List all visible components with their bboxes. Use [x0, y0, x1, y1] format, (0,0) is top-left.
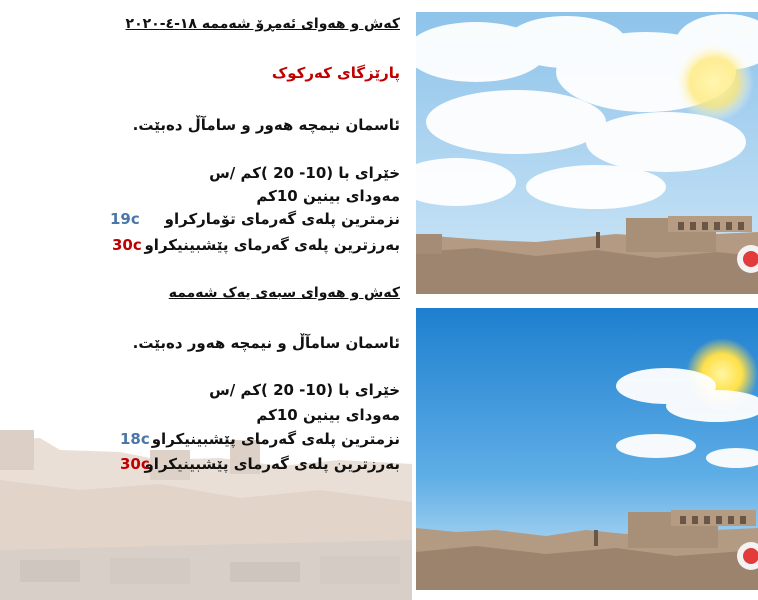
today-sky-condition: ئاسمان نیمچە هەور و سامآڵ دەبێت. — [132, 116, 400, 134]
tomorrow-wind-speed: خێرای با (10- 20 )کم /س — [209, 381, 400, 399]
today-wind-speed: خێرای با (10- 20 )کم /س — [209, 164, 400, 182]
region-name: پارێزگای کەرکوک — [271, 64, 400, 82]
today-weather-photo — [416, 12, 758, 294]
today-heading: کەش و هەوای ئەمڕۆ شەممە ١٨-٤-٢٠٢٠ — [125, 16, 400, 32]
today-max-temp-label: بەرزترین پلەی گەرمای پێشبینیکراو — [144, 236, 400, 254]
tomorrow-weather-photo — [416, 308, 758, 590]
today-max-temp-value: 30c — [112, 236, 142, 254]
tomorrow-max-temp-label: بەرزترین پلەی گەرمای پێشبینیکراو — [144, 455, 400, 473]
tomorrow-min-temp-value: 18c — [120, 430, 150, 448]
tomorrow-visibility: مەودای بینین 10کم — [256, 406, 400, 424]
tomorrow-sky-condition: ئاسمان سامآڵ و نیمچە هەور دەبێت. — [132, 334, 400, 352]
tomorrow-heading: کەش و هەوای سبەی یەک شەممە — [168, 285, 400, 301]
tomorrow-max-temp-value: 30c — [120, 455, 150, 473]
tomorrow-min-temp-label: نزمترین پلەی گەرمای پێشبینیکراو — [151, 430, 400, 448]
today-visibility: مەودای بینین 10کم — [256, 187, 400, 205]
today-min-temp-label: نزمترین پلەی گەرمای تۆمارکراو — [164, 210, 400, 228]
today-min-temp-value: 19c — [110, 210, 140, 228]
